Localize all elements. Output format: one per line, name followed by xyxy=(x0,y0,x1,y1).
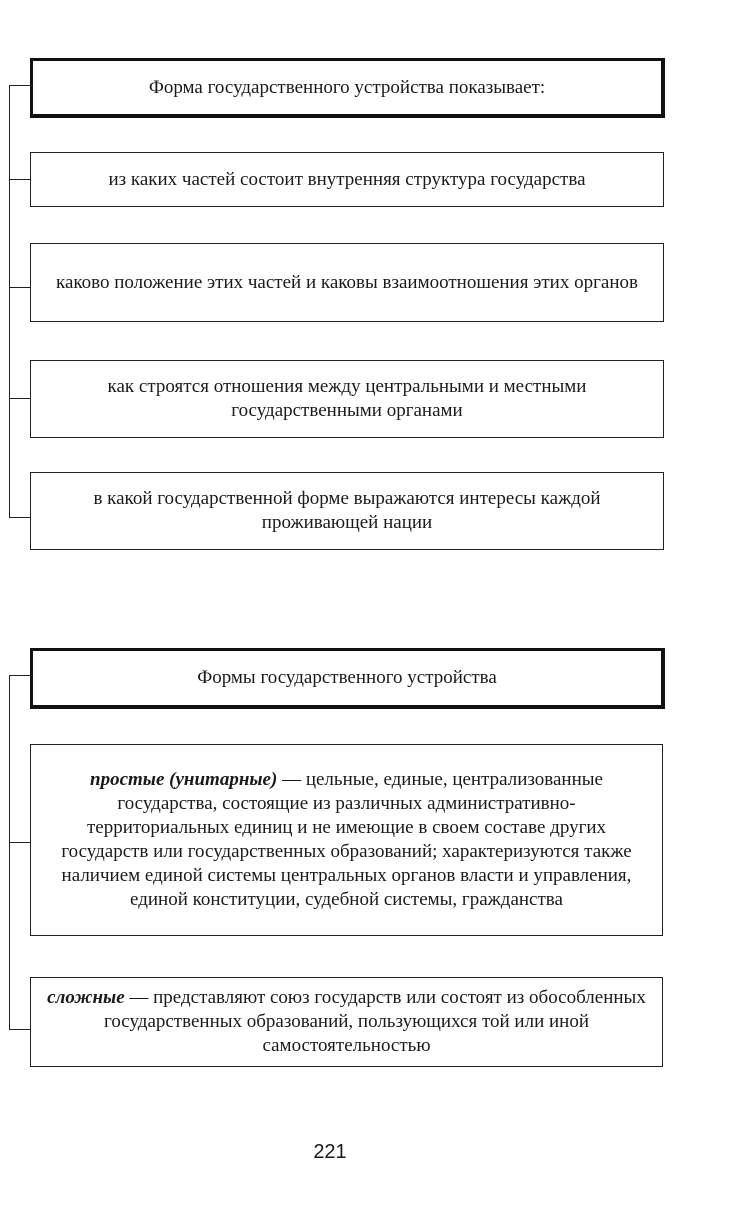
diagram2-connector-item-1 xyxy=(9,842,31,843)
diagram2-item-1-term: простые (унитарные) xyxy=(90,769,278,790)
diagram1-bracket-vertical xyxy=(9,85,10,518)
diagram2-header-text: Формы государственного устройства xyxy=(197,667,497,688)
diagram2-header-box xyxy=(30,648,665,709)
diagram1-item-4-box xyxy=(30,472,664,550)
diagram2-item-1-text: — цельные, единые, централизованные государства, состоящие из различных административно-территориальных единиц и не имеющие в своем составе других государств или государственных образований; характеризуются также наличием единой системы центральных органов власти и управления, единой конституции, судебной системы, гражданства xyxy=(61,769,632,910)
diagram1-connector-item-1 xyxy=(9,179,31,180)
diagram2-item-2-content xyxy=(47,986,646,1058)
diagram1-item-2-text: каково положение этих частей и каковы взаимоотношения этих органов xyxy=(56,271,638,293)
diagram2-connector-item-2 xyxy=(9,1029,31,1030)
diagram1-item-3-box xyxy=(30,360,664,438)
diagram1-item-4-text: в какой государственной форме выражаются интересы каждой проживающей нации xyxy=(93,488,601,533)
diagram1-item-1-box xyxy=(30,152,664,207)
diagram2-item-2-text: — представляют союз государств или состоят из обособленных государственных образований, пользующихся той или иной самостоятельностью xyxy=(104,987,646,1056)
diagram1-item-1-text: из каких частей состоит внутренняя структура государства xyxy=(108,168,586,190)
page-number: 221 xyxy=(313,1141,347,1163)
diagram1-connector-header xyxy=(9,85,31,86)
diagram2-item-2-term: сложные xyxy=(47,987,125,1008)
diagram2-item-2-box xyxy=(30,977,663,1067)
diagram2-item-1-content xyxy=(47,768,646,912)
diagram2-bracket-vertical xyxy=(9,675,10,1030)
diagram1-connector-item-2 xyxy=(9,287,31,288)
diagram2-connector-header xyxy=(9,675,31,676)
diagram1-header-box xyxy=(30,58,665,118)
diagram1-connector-item-3 xyxy=(9,398,31,399)
diagram2-item-1-box xyxy=(30,744,663,936)
diagram1-connector-item-4 xyxy=(9,517,31,518)
diagram1-item-2-box xyxy=(30,243,664,322)
diagram1-header-text: Форма государственного устройства показывает: xyxy=(148,76,546,98)
diagram1-item-3-text: как строятся отношения между центральными и местными государственными органами xyxy=(107,376,587,421)
